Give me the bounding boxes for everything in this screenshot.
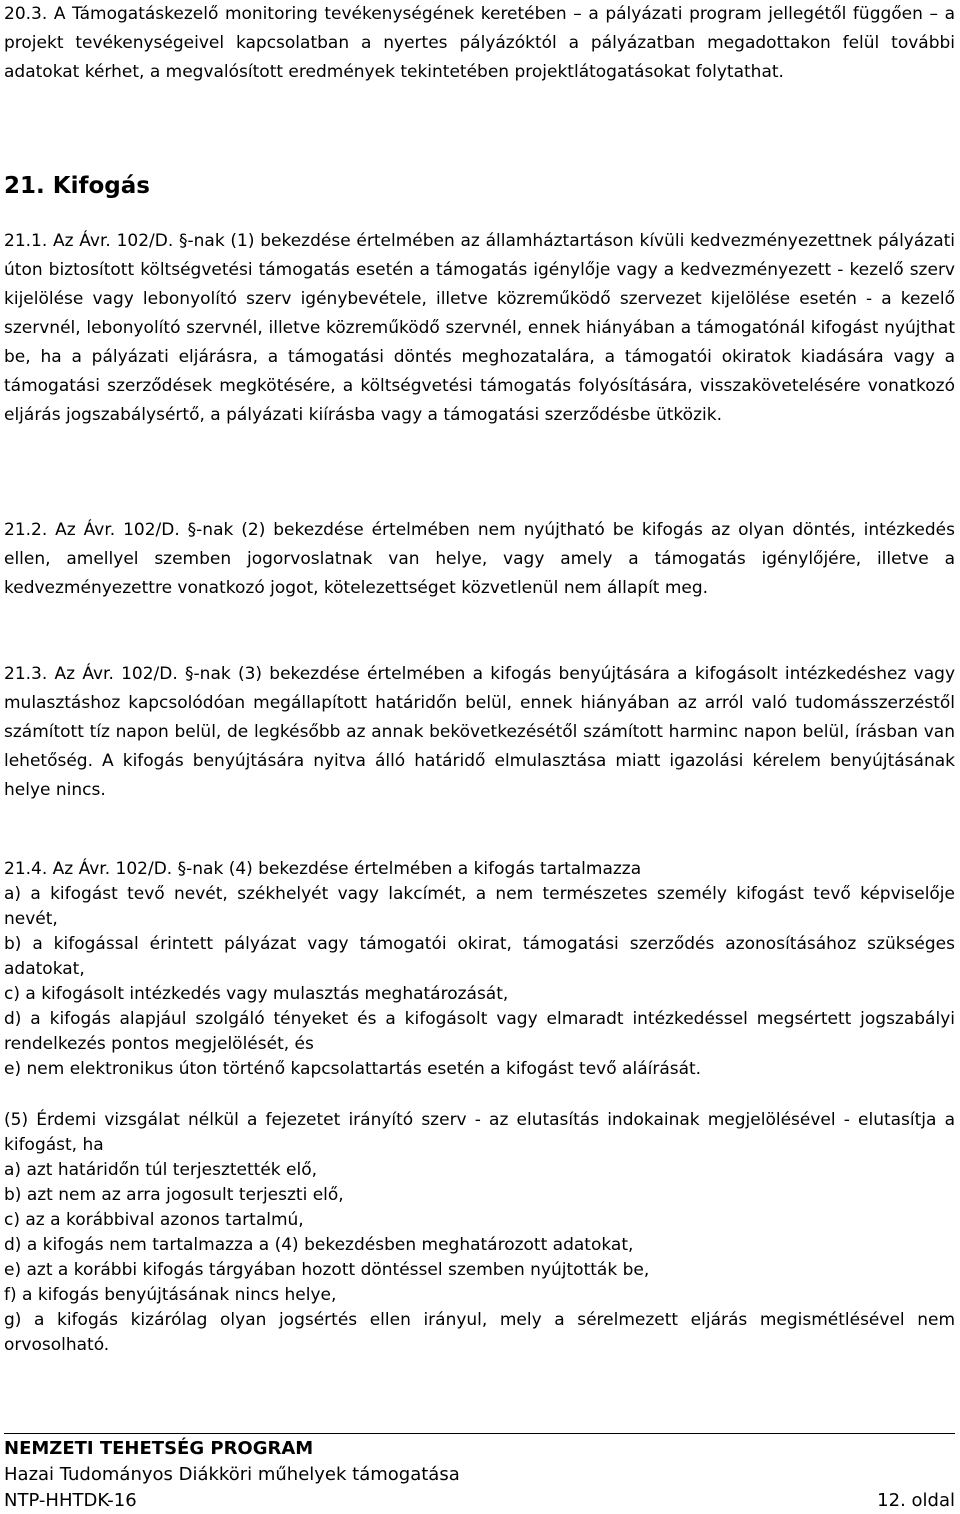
list-item: e) nem elektronikus úton történő kapcsolattartás esetén a kifogást tevő aláírását. [4,1059,702,1079]
list-item: a) azt határidőn túl terjesztették elő, [4,1160,318,1180]
list-item: d) a kifogás alapjául szolgáló tényeket és a kifogásolt vagy elmaradt intézkedéssel megsértett jogszabályi rendelkezés pontos megjelölését, és [4,1009,955,1054]
list-item: c) a kifogásolt intézkedés vagy mulasztás meghatározását, [4,984,509,1004]
paragraph-21-5 [4,1108,955,1358]
list-item: b) a kifogással érintett pályázat vagy támogatói okirat, támogatási szerződés azonosításához szükséges adatokat, [4,934,955,979]
footer-program-name: NEMZETI TEHETSÉG PROGRAM [4,1438,314,1459]
paragraph-21-3: 21.3. Az Ávr. 102/D. §-nak (3) bekezdése értelmében a kifogás benyújtására a kifogásolt intézkedéshez vagy mulasztáshoz kapcsolódóan megállapított határidőn belül, ennek hiányában az arról való tudomásszerzéstől számított tíz napon belül, de legkésőbb az annak bekövetkezésétől számított harminc napon belül, írásban van lehetőség. A kifogás benyújtására nyitva álló határidő elmulasztása miatt igazolási kérelem benyújtásának helye nincs. [4,664,955,800]
list-item: f) a kifogás benyújtásának nincs helye, [4,1285,337,1305]
footer-document-code: NTP-HHTDK-16 [4,1490,137,1511]
list-item: d) a kifogás nem tartalmazza a (4) bekezdésben meghatározott adatokat, [4,1235,634,1255]
list-item: a) a kifogást tevő nevét, székhelyét vagy lakcímét, a nem természetes személy kifogást tevő képviselője nevét, [4,884,955,929]
footer-page-number: 12. oldal [877,1490,955,1511]
list-item: g) a kifogás kizárólag olyan jogsértés ellen irányul, mely a sérelmezett eljárás megismétlésével nem orvosolható. [4,1310,955,1355]
paragraph-20-3: 20.3. A Támogatáskezelő monitoring tevékenységének keretében – a pályázati program jellegétől függően – a projekt tevékenységeivel kapcsolatban a nyertes pályázóktól a pályázatban megadottakon felül további adatokat kérhet, a megvalósított eredmények tekintetében projektlátogatásokat folytathat. [4,4,955,82]
footer-subtitle: Hazai Tudományos Diákköri műhelyek támogatása [4,1464,460,1485]
paragraph-21-4 [4,857,955,1082]
list-item: e) azt a korábbi kifogás tárgyában hozott döntéssel szemben nyújtották be, [4,1260,650,1280]
list-intro: 21.4. Az Ávr. 102/D. §-nak (4) bekezdése értelmében a kifogás tartalmazza [4,859,642,879]
list-item: b) azt nem az arra jogosult terjeszti elő, [4,1185,344,1205]
paragraph-21-1: 21.1. Az Ávr. 102/D. §-nak (1) bekezdése értelmében az államháztartáson kívüli kedvezményezettnek pályázati úton biztosított költségvetési támogatás esetén a támogatás igénylője vagy a kedvezményezett - kezelő szerv kijelölése vagy lebonyolító szerv igénybevétele, illetve közreműködő szervezet kijelölése esetén - a kezelő szervnél, lebonyolító szervnél, illetve közreműködő szervnél, ennek hiányában a támogatónál kifogást nyújthat be, ha a pályázati eljárásra, a támogatási döntés meghozatalára, a támogatói okiratok kiadására vagy a támogatási szerződések megkötésére, a költségvetési támogatás folyósítására, visszakövetelésére vonatkozó eljárás jogszabálysértő, a pályázati kiírásba vagy a támogatási szerződésbe ütközik. [4,231,955,425]
list-item: c) az a korábbival azonos tartalmú, [4,1210,304,1230]
footer-divider [4,1433,955,1434]
paragraph-21-2: 21.2. Az Ávr. 102/D. §-nak (2) bekezdése értelmében nem nyújtható be kifogás az olyan döntés, intézkedés ellen, amellyel szemben jogorvoslatnak van helye, vagy amely a támogatás igénylőjére, illetve a kedvezményezettre vonatkozó jogot, kötelezettséget közvetlenül nem állapít meg. [4,520,955,598]
section-heading-21: 21. Kifogás [4,173,150,199]
list-intro: (5) Érdemi vizsgálat nélkül a fejezetet irányító szerv - az elutasítás indokainak megjelölésével - elutasítja a kifogást, ha [4,1110,955,1155]
